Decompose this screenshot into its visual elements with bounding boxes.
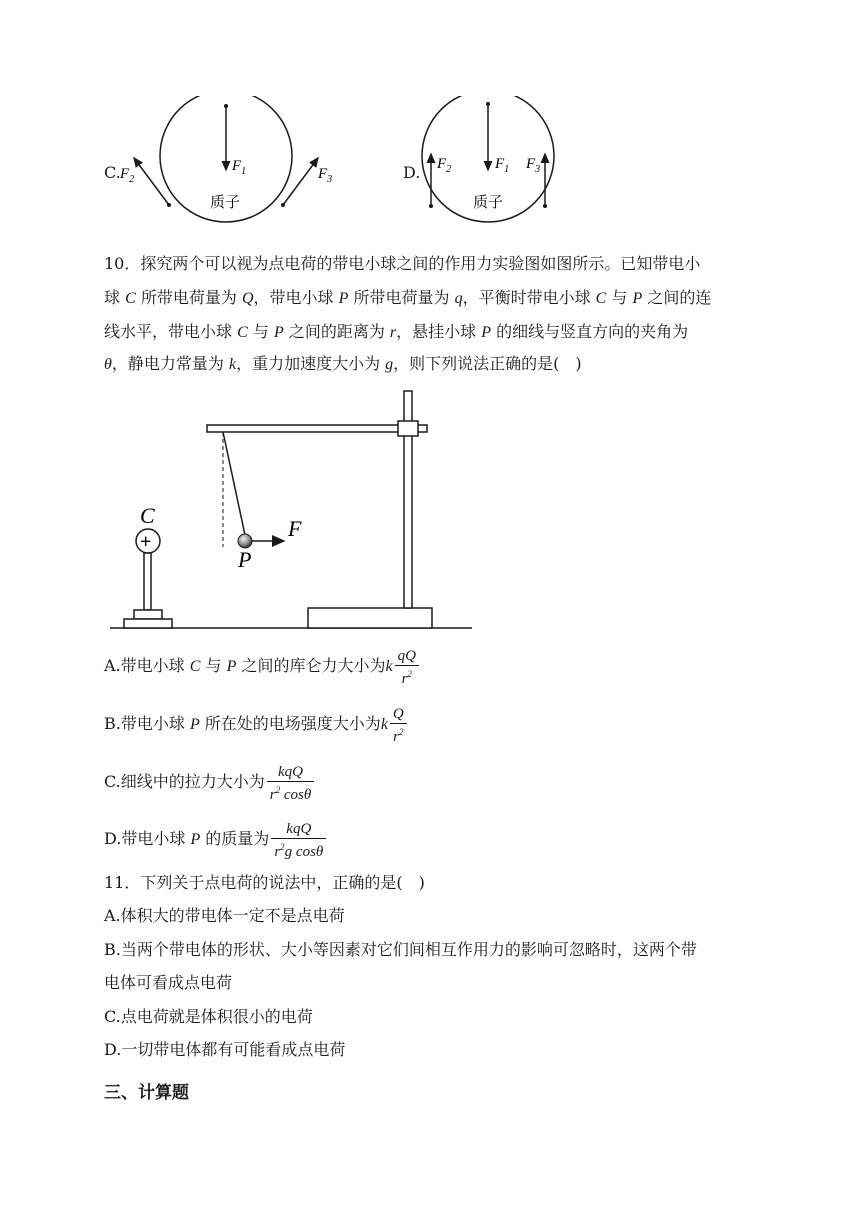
- ball-p-label: P: [238, 547, 252, 572]
- svg-text:F2: $F_2$: [120, 166, 135, 185]
- ball-c-post: [144, 553, 151, 610]
- q10-stem-line2: 球 C 所带电荷量为 Q，带电小球 P 所带电荷量为 q，平衡时带电小球 C 与 P 之间的连: [104, 288, 712, 307]
- f2-label: F: [437, 156, 447, 172]
- ball-c-label: C: [140, 503, 155, 528]
- svg-text:F1: $F_1$: [495, 156, 510, 175]
- f3-label: F: [318, 166, 328, 182]
- force-f3-arrow: [283, 158, 318, 205]
- f3-label: F: [526, 156, 536, 172]
- svg-text:F3: $F_3$: [318, 166, 333, 185]
- q11-option-d: D.一切带电体都有可能看成点电荷: [104, 1040, 346, 1059]
- q11-stem: 11．下列关于点电荷的说法中，正确的是( ): [104, 873, 425, 892]
- q10-option-d: D.带电小球 P 的质量为 $\frac{\text{kqQ}}{r^2g \cos\theta}$: [104, 821, 326, 861]
- q11-option-b-line2: 电体可看成点电荷: [104, 973, 233, 992]
- q11-option-b-line1: B.当两个带电体的形状、大小等因素对它们间相互作用力的影响可忽略时，这两个带: [104, 940, 697, 959]
- thread: [223, 432, 245, 535]
- svg-text:F1: $F_1$: [232, 158, 247, 177]
- q10-option-c: C.细线中的拉力大小为 $\frac{\text{kqQ}}{r^2 \cos\theta}$: [104, 764, 314, 804]
- section-heading: 三、计算题: [104, 1083, 189, 1103]
- q11-option-a: A.体积大的带电体一定不是点电荷: [104, 906, 345, 925]
- q10-apparatus-figure: [110, 385, 480, 635]
- ball-c-base: [124, 619, 172, 628]
- ball-c-base-top: [134, 610, 162, 619]
- svg-text:F2: $F_2$: [437, 156, 452, 175]
- plus-sign: +: [140, 531, 152, 553]
- proton-label: 质子: [473, 193, 504, 211]
- option-d-force-diagram: [420, 96, 570, 226]
- horizontal-bar: [207, 425, 427, 432]
- q11-option-c: C.点电荷就是体积很小的电荷: [104, 1007, 313, 1026]
- ball-p: [238, 534, 252, 548]
- q10-stem-line3: 线水平，带电小球 C 与 P 之间的距离为 r，悬挂小球 P 的细线与竖直方向的夹角为: [104, 322, 689, 341]
- f1-label: F: [495, 156, 505, 172]
- f1-label: F: [232, 158, 242, 174]
- svg-text:F3: $F_3$: [526, 156, 541, 175]
- clamp: [398, 421, 418, 436]
- stand-base: [308, 608, 432, 628]
- q10-option-a: A.带电小球 C 与 P 之间的库仑力大小为k $\frac{qQ}{r^2}$: [104, 648, 419, 688]
- q10-stem-line1: 10．探究两个可以视为点电荷的带电小球之间的作用力实验图如图所示。已知带电小: [104, 254, 701, 273]
- option-c-label: C.: [104, 163, 121, 182]
- option-d-label: D.: [403, 163, 421, 182]
- q10-stem-line4: θ，静电力常量为 k，重力加速度大小为 g，则下列说法正确的是( ): [104, 354, 582, 373]
- option-c-force-diagram: [112, 96, 352, 226]
- force-label: F: [288, 516, 302, 541]
- f2-label: F: [120, 166, 130, 182]
- q10-option-b: B.带电小球 P 所在处的电场强度大小为k $\frac{Q}{r^2}$: [104, 706, 407, 746]
- proton-label: 质子: [210, 193, 241, 211]
- force-f2-arrow: [134, 158, 169, 205]
